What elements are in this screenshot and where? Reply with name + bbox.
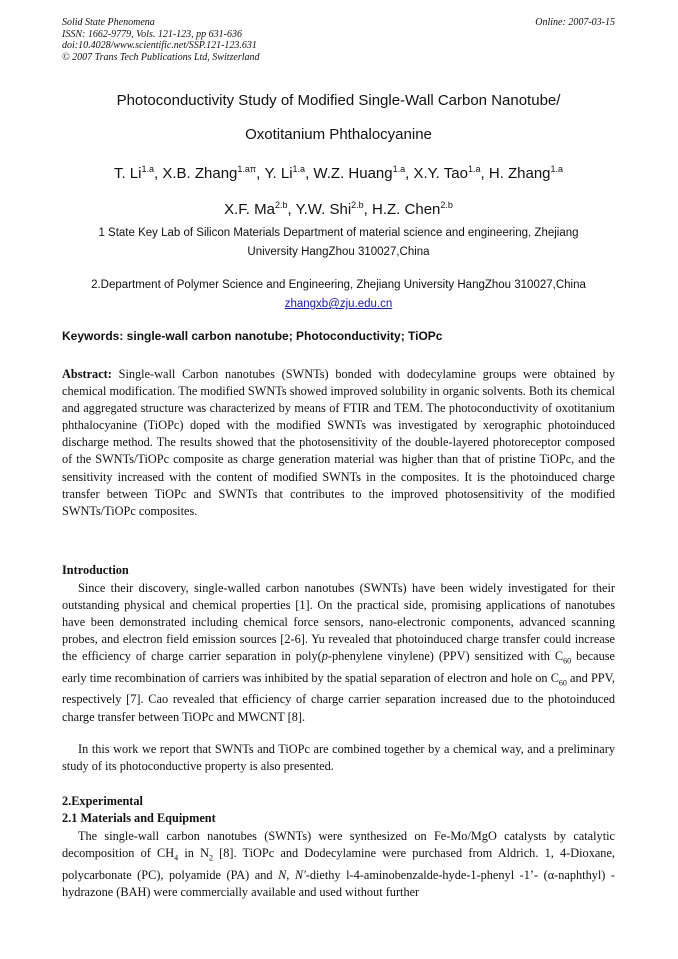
author-affiliation: 1.a [467, 164, 481, 174]
affiliation-1-line2: University HangZhou 310027,China [247, 246, 430, 258]
affiliation-2-text: 2.Department of Polymer Science and Engineering, Zhejiang University HangZhou 310027,China [91, 279, 586, 291]
intro-paragraph-2: In this work we report that SWNTs and TiOPc are combined together by a chemical way, and a preliminary study of its photoconductive property is also presented. [62, 742, 615, 774]
abstract [62, 366, 615, 520]
author-name: X.F. Ma [224, 201, 275, 218]
author-affiliation: 1.a [550, 164, 564, 174]
author-affiliation: 2.b [440, 200, 453, 210]
affiliation-1-line1: 1 State Key Lab of Silicon Materials Department of material science and engineering, Zhejiang [98, 227, 579, 239]
doi-line: doi:10.4028/www.scientific.net/SSP.121-123.631 [62, 40, 257, 51]
issn-line: ISSN: 1662-9779, Vols. 121-123, pp 631-636 [62, 28, 242, 40]
copyright-line: © 2007 Trans Tech Publications Ltd, Switzerland [62, 51, 260, 63]
author-name: H. Zhang [488, 165, 551, 182]
author-name: T. Li [113, 165, 142, 182]
author-affiliation: 2.b [351, 200, 364, 210]
abstract-label: Abstract: [62, 367, 112, 381]
authors-line2: X.F. $Ma^{2.b}$, Y.W. Shi$^{2.b}$, H.Z. Chen$^{2.b}$ [224, 200, 453, 218]
intro-heading: Introduction [62, 563, 129, 577]
affiliation-1 [62, 224, 615, 262]
abstract-text: Single-wall Carbon nanotubes (SWNTs) bonded with dodecylamine groups were obtained by chemical modification. The modified SWNTs showed improved solubility in organic solvents. Both its chemical and aggregated structure was characterized by means of FTIR and TEM. The photoconductivity of oxotitanium phthalocyanine (TiOPc) doped with the modified SWNTs was investigated by xerographic photoinduced discharge method. The results showed that the photosensitivity of the double-layered photoreceptor composed of the SWNTs/TiOPc composite as charge generation material was higher than that of pristine TiOPc, and the sensitivity increased with the content of modified SWNTs in the composites. It is the photoinduced charge transfer between TiOPc and SWNTs that contributes to the improved photosensitivity of the modified SWNTs/TiOPc composites. [62, 367, 615, 518]
intro-paragraph-1: Since their discovery, single-walled carbon nanotubes (SWNTs) have been widely investigated for their outstanding physical and chemical properties [1]. On the practical side, promising applications of nanotubes have been demonstrated including chemical force sensors, nano-electronic components, advanced scanning probes, and electron field emission sources [2-6]. Yu revealed that photoinduced charge transfer could increase the efficiency of charge carrier separation in poly(p-phenylene vinylene) (PPV) sensitized with $C_{60}$ because early time recombination of carriers was inhibited by the spatial separation of electron and hole on $C_{60}$ and PPV, respectively [7]. Cao revealed that efficiency of charge carrier separation increased due to the photoinduced charge transfer between TiOPc and MWCNT [8]. [62, 581, 615, 724]
author-affiliation: 2.b [274, 200, 288, 210]
paper-title-line2: Oxotitanium Phthalocyanine [245, 126, 432, 143]
journal-name: Solid State Phenomena [62, 17, 155, 28]
online-date: Online: 2007-03-15 [535, 17, 615, 28]
author-name: Y.W. Shi [295, 201, 352, 218]
author-name: Y. Li [264, 165, 293, 182]
affiliation-2 [62, 276, 615, 314]
keywords: Keywords: single-wall carbon nanotube; Photoconductivity; TiOPc [62, 329, 443, 343]
journal-header [62, 17, 260, 63]
author-affiliation: 1.a [141, 164, 154, 174]
email-link[interactable]: zhangxb@zju.edu.cn [284, 298, 393, 310]
paper-title-line1: Photoconductivity Study of Modified Single-Wall Carbon Nanotube/ [116, 92, 561, 109]
author-name: W.Z. Huang [313, 165, 393, 182]
author-affiliation: 1.aπ [237, 164, 257, 174]
materials-heading: 2.1 Materials and Equipment [62, 811, 216, 825]
author-affiliation: 1.a [392, 164, 406, 174]
author-name: X.Y. Tao [413, 165, 468, 182]
authors-line1: T. $Li^{1.a}$, X.B. Zhang$^{1.a\pi}$, Y. $Li^{1.a}$, W.Z. Huang$^{1.a}$, X.Y. Tao$^{1.a}$, H. Zhang$^{1.a}$ [113, 164, 564, 182]
experimental-heading: 2.Experimental [62, 794, 143, 808]
author-affiliation: 1.a [292, 164, 306, 174]
author-name: H.Z. Chen [372, 201, 441, 218]
author-name: X.B. Zhang [162, 165, 238, 182]
materials-paragraph: The single-wall carbon nanotubes (SWNTs) were synthesized on Fe-Mo/MgO catalysts by catalytic decomposition of $CH_4$ in $N_2$ [8]. TiOPc and Dodecylamine were purchased from Aldrich. 1, 4-Dioxane, polycarbonate (PC), polyamide (PA) and N, N'-diethy l-4-aminobenzalde-hyde-1-phenyl -1’- (α-naphthyl) -hydrazone (BAH) were commercially available and used without further [62, 829, 616, 899]
